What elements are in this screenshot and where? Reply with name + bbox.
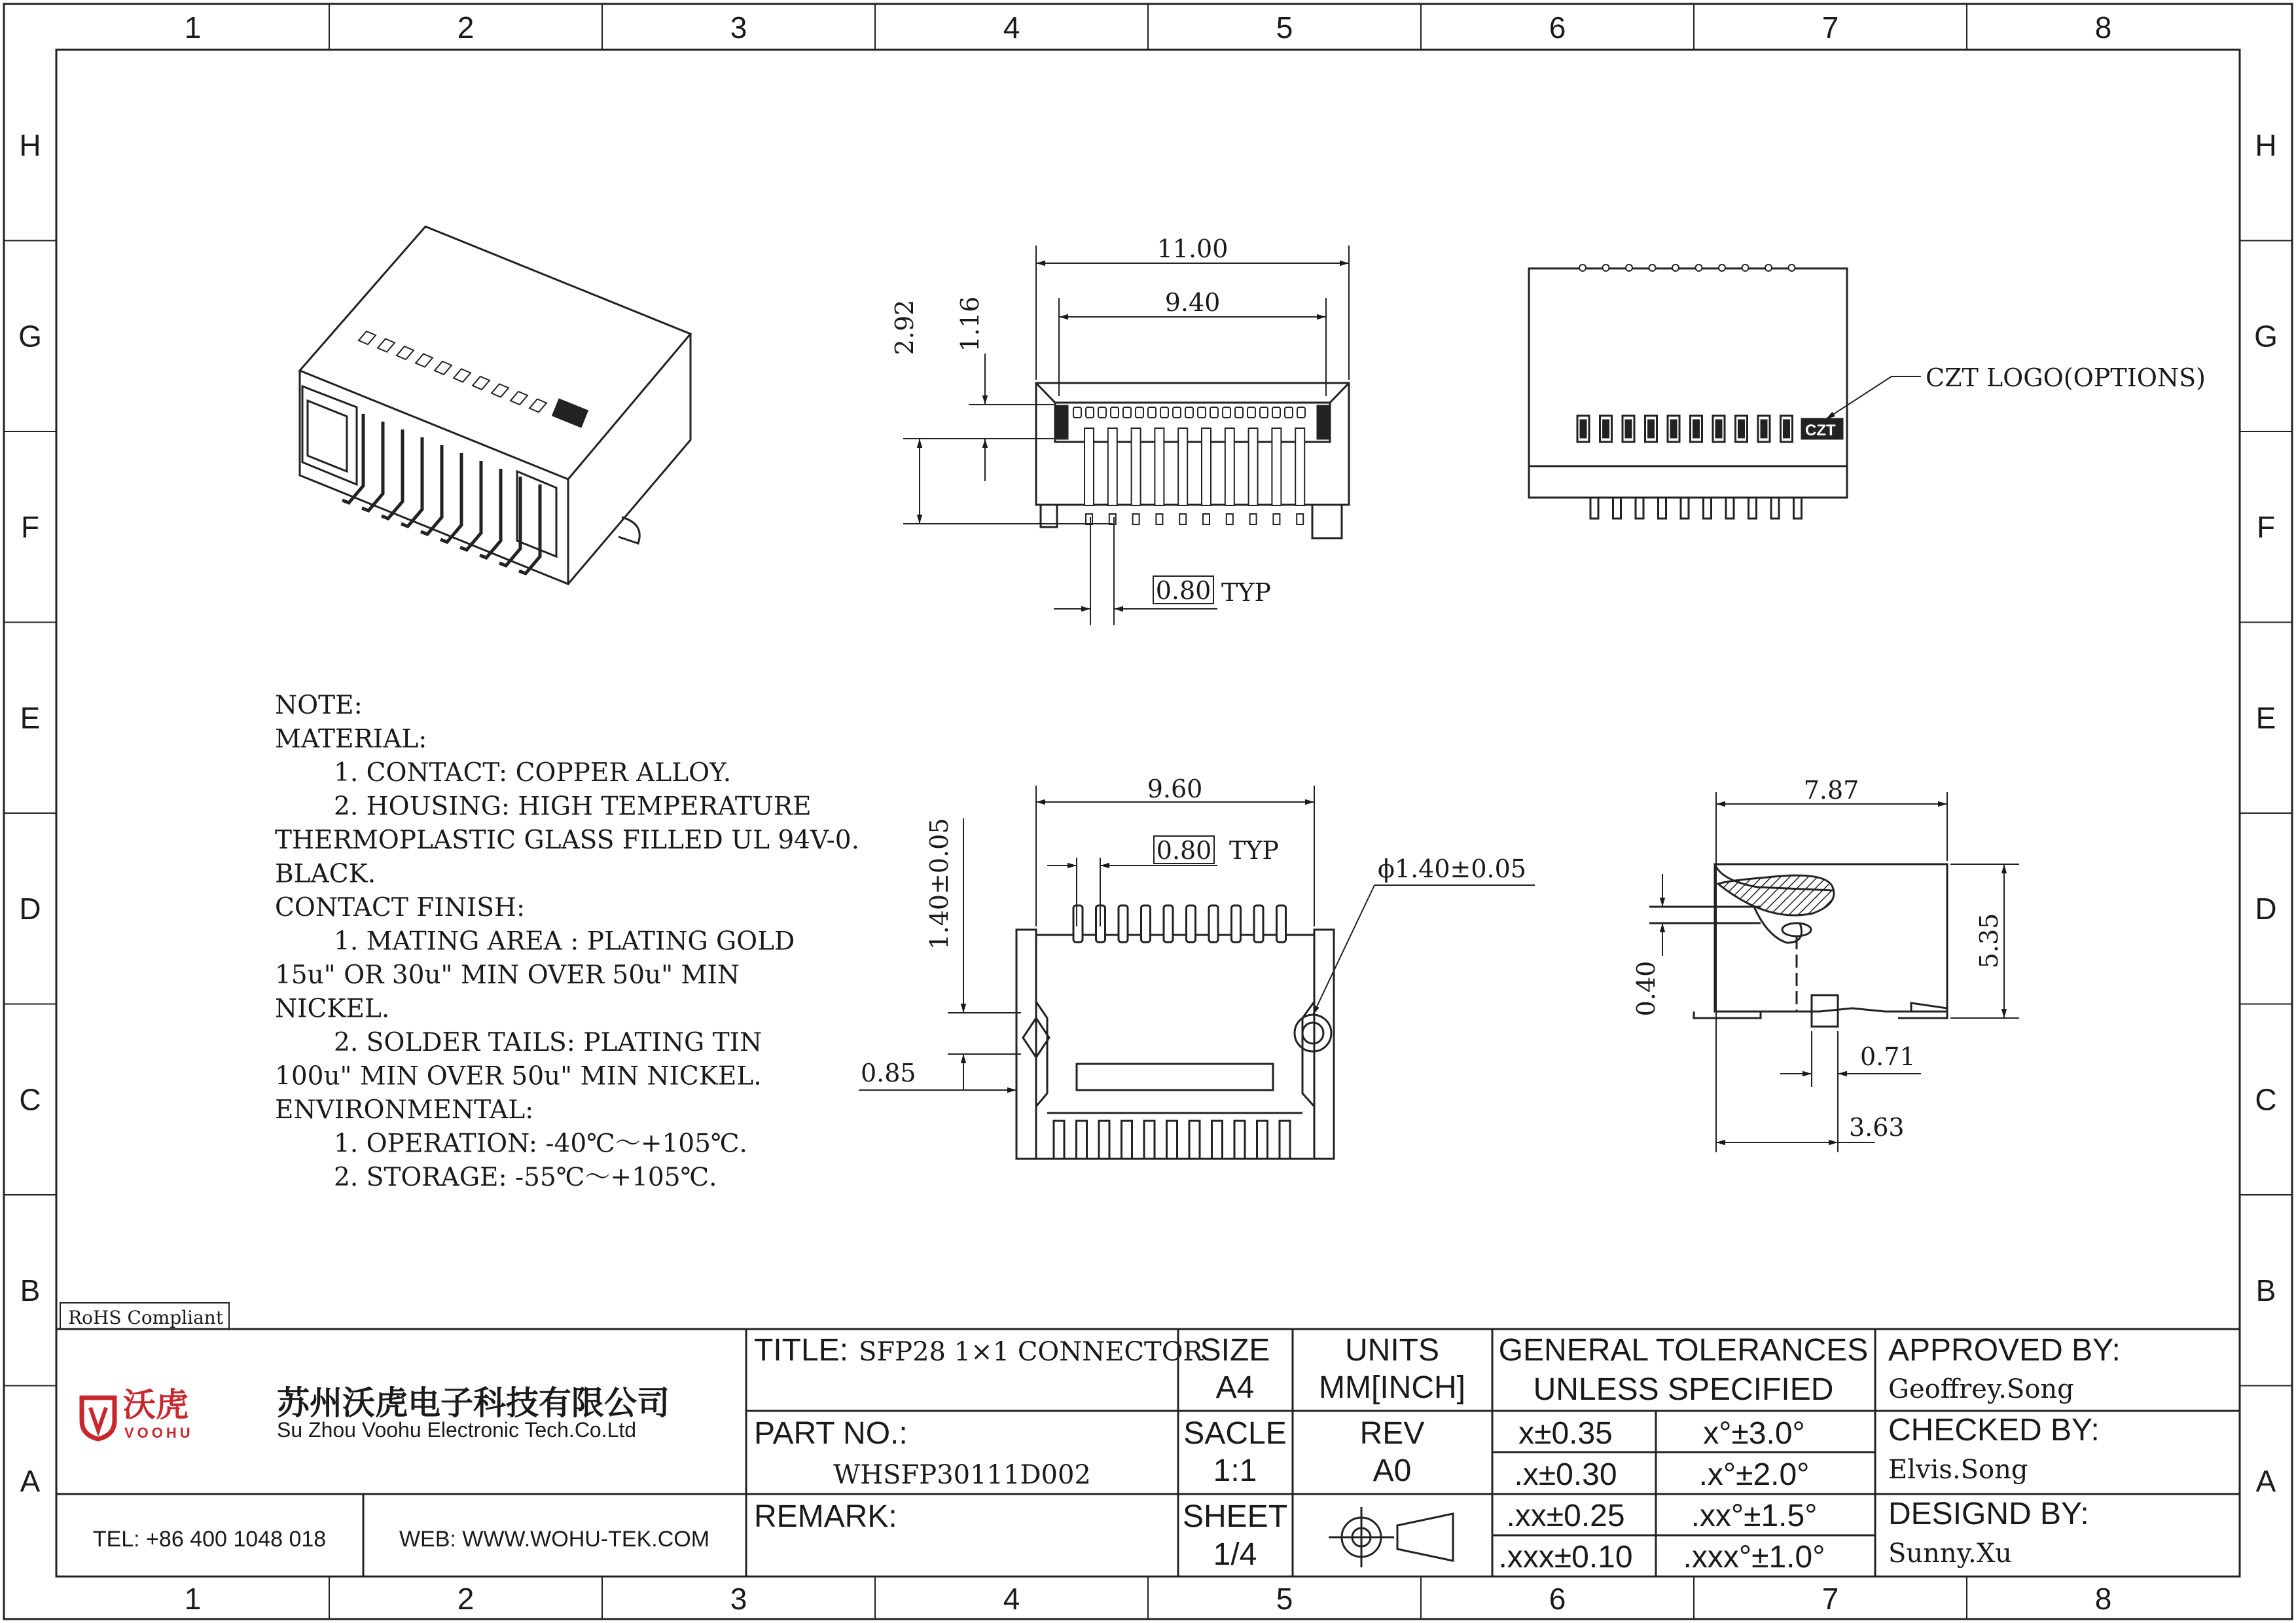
scale-value: 1:1 (1213, 1453, 1257, 1488)
note-line: 1. CONTACT: COPPER ALLOY. (334, 758, 732, 788)
front-contact-tail (1179, 514, 1186, 524)
bottom-low-pin (1167, 1121, 1177, 1159)
front-pitch-suffix: TYP (1221, 578, 1271, 607)
note-line: 1. OPERATION: -40℃～+105℃. (334, 1129, 747, 1159)
frame-column-label: 6 (1549, 10, 1566, 45)
tolerance-linear: .xx±0.25 (1506, 1499, 1625, 1533)
scale-label: SACLE (1183, 1416, 1287, 1451)
rear-logo-callout: CZT LOGO(OPTIONS) (1926, 363, 2206, 392)
checked-label: CHECKED BY: (1888, 1413, 2100, 1448)
frame-row-label: G (2254, 319, 2278, 354)
tolerance-linear: .xxx±0.10 (1498, 1540, 1633, 1575)
rear-bump (1742, 264, 1749, 271)
bottom-low-pin (1144, 1121, 1155, 1159)
part-label: PART NO.: (754, 1416, 908, 1451)
frame-row-label: A (2255, 1464, 2276, 1499)
frame-row-label: E (20, 701, 41, 735)
side-dim-peg-pos: 3.63 (1849, 1113, 1905, 1142)
frame-column-label: 5 (1276, 1582, 1293, 1616)
rev-label: REV (1359, 1416, 1425, 1451)
rear-pin (1613, 498, 1621, 519)
title-value: SFP28 1×1 CONNECTOR (859, 1337, 1203, 1367)
frame-row-label: D (19, 891, 41, 926)
iso-lead (382, 429, 403, 519)
rear-pin (1771, 498, 1779, 519)
note-line: 2. HOUSING: HIGH TEMPERATURE (334, 792, 812, 822)
rear-bump (1626, 264, 1632, 271)
rev-value: A0 (1372, 1453, 1412, 1488)
approved-value: Geoffrey.Song (1888, 1374, 2074, 1404)
note-line: MATERIAL: (275, 724, 427, 754)
tolerance-linear: x±0.35 (1518, 1416, 1613, 1451)
frame-column-label: 3 (730, 1582, 747, 1616)
frame-column-label: 4 (1003, 10, 1020, 45)
tolerance-angular: x°±3.0° (1703, 1416, 1805, 1451)
bottom-dim-width: 9.60 (1147, 775, 1203, 803)
front-dim-height: 2.92 (890, 299, 919, 356)
frame-column-label: 5 (1276, 10, 1293, 45)
front-dim-inner-width: 9.40 (1164, 288, 1221, 317)
frame-row-label: C (2255, 1082, 2277, 1117)
rear-slot-core (1761, 420, 1767, 437)
rear-slot-core (1694, 420, 1699, 437)
bottom-low-pin (1234, 1121, 1245, 1159)
note-line: NICKEL. (275, 994, 390, 1024)
frame-row-label: D (2255, 891, 2277, 926)
side-dim-length: 7.87 (1803, 776, 1859, 805)
rear-pins (1590, 498, 1802, 519)
units-value: MM[INCH] (1319, 1370, 1465, 1405)
bottom-top-pin (1277, 905, 1286, 942)
bottom-dim-peg-offset: 1.40±0.05 (925, 818, 954, 950)
frame-column-label: 8 (2094, 1582, 2112, 1616)
rear-slot-core (1581, 420, 1586, 437)
rear-pin (1659, 498, 1666, 519)
rear-slot-core (1649, 420, 1654, 437)
iso-lead (342, 414, 363, 503)
iso-lead (440, 453, 461, 542)
designed-label: DESIGND BY: (1888, 1497, 2089, 1531)
side-dim-tail: 0.40 (1632, 960, 1660, 1017)
rear-bump (1579, 264, 1586, 271)
bottom-low-pin (1189, 1121, 1200, 1159)
iso-logo-mark: CZT (556, 404, 583, 426)
bottom-top-pin (1164, 905, 1173, 942)
front-contact (1085, 428, 1094, 505)
frame-row-label: B (20, 1273, 41, 1307)
title-label: TITLE: (754, 1333, 849, 1368)
company-brand-cn: 沃虎 (123, 1386, 188, 1424)
iso-lead (460, 461, 481, 550)
rear-slot-core (1784, 420, 1789, 437)
approved-label: APPROVED BY: (1888, 1333, 2121, 1368)
company-name-cn: 苏州沃虎电子科技有限公司 (277, 1384, 670, 1422)
iso-contact-leads (342, 414, 548, 771)
bottom-top-pin (1232, 905, 1241, 942)
tol-header-1: GENERAL TOLERANCES (1498, 1333, 1869, 1368)
rear-view (1529, 264, 1847, 519)
rear-pin (1636, 498, 1643, 519)
front-contact-tail (1227, 514, 1233, 524)
rear-bump (1603, 264, 1609, 271)
rear-slot-core (1671, 420, 1676, 437)
bottom-low-pins (1054, 1121, 1290, 1159)
front-contact (1272, 428, 1281, 505)
frame-column-label: 2 (457, 10, 475, 45)
frame-row-label: F (20, 509, 40, 544)
frame-column-label: 7 (1821, 1582, 1839, 1616)
rear-pin (1749, 498, 1757, 519)
frame-column-label: 3 (730, 10, 747, 45)
rear-bump (1719, 264, 1725, 271)
notes-block (275, 691, 859, 1192)
bottom-top-pin (1073, 905, 1083, 942)
company-brand-en: VOOHU (124, 1425, 194, 1441)
note-line: ENVIRONMENTAL: (275, 1095, 534, 1125)
sheet-value: 1/4 (1213, 1537, 1257, 1572)
bottom-top-pin (1254, 905, 1263, 942)
rear-bump (1649, 264, 1656, 271)
frame-column-label: 2 (457, 1582, 475, 1616)
part-value: WHSFP30111D002 (833, 1460, 1091, 1490)
frame-row-label: F (2256, 509, 2276, 544)
bottom-low-pin (1212, 1121, 1223, 1159)
rear-slot-core (1739, 420, 1744, 437)
rear-logo-mark: CZT (1805, 422, 1836, 439)
bottom-low-pin (1122, 1121, 1132, 1159)
front-contact-tail (1297, 514, 1303, 524)
iso-lead (401, 437, 422, 526)
note-line: 1. MATING AREA : PLATING GOLD (334, 926, 795, 957)
tel-label: TEL: +86 400 1048 018 (92, 1527, 327, 1552)
bottom-low-pin (1054, 1121, 1064, 1159)
iso-lead (480, 469, 501, 558)
side-dim-height: 5.35 (1975, 913, 2003, 969)
rear-pin (1704, 498, 1712, 519)
front-contact-tail (1086, 514, 1092, 524)
front-contact (1249, 428, 1258, 505)
bottom-pitch: 0.80 (1156, 836, 1212, 865)
note-line: 2. STORAGE: -55℃～+105℃. (334, 1163, 717, 1192)
front-contact-tail (1273, 514, 1280, 524)
frame-column-label: 6 (1549, 1582, 1566, 1616)
tolerance-angular: .x°±2.0° (1698, 1457, 1810, 1492)
bottom-low-pin (1099, 1121, 1109, 1159)
rear-bump (1789, 264, 1795, 271)
rear-pin (1681, 498, 1689, 519)
rohs-label: RoHS Compliant (68, 1307, 224, 1328)
isometric-view (300, 227, 691, 771)
tolerance-angular: .xxx°±1.0° (1683, 1540, 1825, 1575)
rear-pin (1794, 498, 1802, 519)
frame-row-label: H (2255, 128, 2277, 162)
rear-bump (1696, 264, 1702, 271)
tolerance-linear: .x±0.30 (1514, 1457, 1617, 1492)
front-contact-tail (1250, 514, 1257, 524)
size-label: SIZE (1200, 1333, 1270, 1368)
front-contact-tail (1156, 514, 1162, 524)
iso-lead (421, 445, 442, 534)
remark-label: REMARK: (754, 1499, 897, 1534)
company-name-en: Su Zhou Voohu Electronic Tech.Co.Ltd (277, 1418, 637, 1442)
front-contact (1225, 428, 1234, 505)
web-label: WEB: WWW.WOHU-TEK.COM (399, 1527, 710, 1552)
frame-row-label: A (20, 1464, 41, 1499)
rear-slot-core (1626, 420, 1631, 437)
note-line: BLACK. (275, 859, 376, 889)
iso-lead (362, 422, 383, 511)
front-contact-tail (1109, 514, 1116, 524)
sheet-label: SHEET (1182, 1499, 1288, 1534)
bottom-top-pin (1187, 905, 1196, 942)
front-contact (1108, 428, 1117, 505)
note-line: 2. SOLDER TAILS: PLATING TIN (334, 1028, 762, 1057)
front-pitch: 0.80 (1155, 576, 1211, 605)
front-contact (1202, 428, 1211, 505)
front-contact (1295, 428, 1304, 505)
note-line: CONTACT FINISH: (275, 893, 526, 922)
bottom-low-pin (1077, 1121, 1087, 1159)
frame-row-label: G (18, 319, 42, 354)
frame-column-label: 8 (2094, 10, 2112, 45)
side-dim-peg: 0.71 (1860, 1042, 1916, 1071)
rear-slot-core (1604, 420, 1609, 437)
checked-value: Elvis.Song (1888, 1455, 2028, 1485)
frame-column-label: 1 (184, 10, 202, 45)
front-dim-offset: 1.16 (956, 296, 984, 352)
bottom-top-pin (1141, 905, 1151, 942)
bottom-top-pin (1209, 905, 1218, 942)
frame-row-label: E (2255, 701, 2276, 735)
note-line: THERMOPLASTIC GLASS FILLED UL 94V-0. (275, 826, 859, 855)
frame-column-label: 1 (184, 1582, 202, 1616)
front-contact-tail (1203, 514, 1210, 524)
bottom-top-pins (1073, 905, 1286, 942)
frame-column-label: 4 (1003, 1582, 1020, 1616)
rear-pin (1726, 498, 1734, 519)
rear-pin (1590, 498, 1598, 519)
designed-value: Sunny.Xu (1888, 1539, 2012, 1569)
frame-row-label: H (19, 128, 41, 162)
front-contact (1178, 428, 1187, 505)
side-view (1649, 864, 1947, 1027)
bottom-view (1016, 905, 1334, 1159)
iso-lead (519, 484, 540, 574)
front-contact (1155, 428, 1164, 505)
front-contact (1132, 428, 1141, 505)
front-dim-overall-width: 11.00 (1157, 234, 1229, 263)
frame-row-label: C (19, 1082, 41, 1117)
bottom-dim-edge: 0.85 (861, 1059, 916, 1087)
tol-header-2: UNLESS SPECIFIED (1533, 1372, 1834, 1407)
rear-slot-core (1716, 420, 1721, 437)
rear-bump (1672, 264, 1679, 271)
tolerance-angular: .xx°±1.5° (1691, 1499, 1818, 1533)
frame-column-label: 7 (1821, 10, 1839, 45)
note-line: 15u" OR 30u" MIN OVER 50u" MIN (275, 960, 740, 990)
bottom-top-pin (1119, 905, 1128, 942)
note-line: NOTE: (275, 691, 363, 720)
units-label: UNITS (1345, 1333, 1439, 1368)
bottom-low-pin (1280, 1121, 1290, 1159)
front-view (1036, 383, 1349, 538)
bottom-low-pin (1257, 1121, 1268, 1159)
bottom-pitch-suffix: TYP (1229, 836, 1279, 865)
rear-bump (1765, 264, 1772, 271)
frame-row-label: B (2255, 1273, 2276, 1307)
bottom-dim-hole: ϕ1.40±0.05 (1378, 854, 1526, 883)
note-line: 100u" MIN OVER 50u" MIN NICKEL. (275, 1061, 762, 1091)
size-value: A4 (1215, 1370, 1255, 1405)
front-contact-tail (1133, 514, 1139, 524)
bottom-dimensions (859, 786, 1535, 1090)
